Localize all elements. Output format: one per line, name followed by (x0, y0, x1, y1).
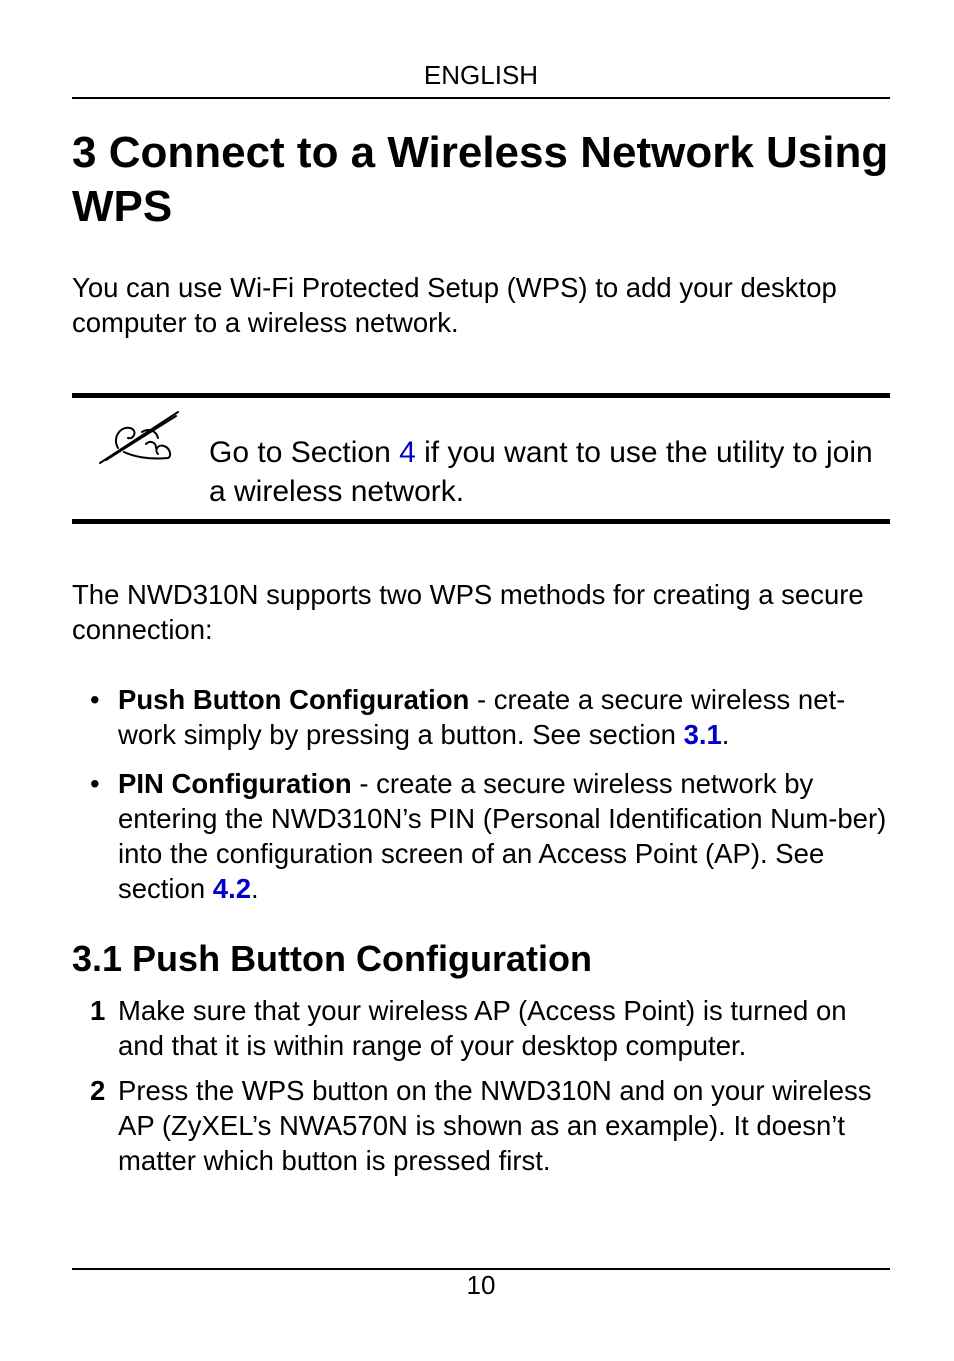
page-number: 10 (466, 1270, 496, 1300)
page-title: 3 Connect to a Wireless Network Using WPS (72, 128, 889, 231)
method-end: . (721, 719, 730, 750)
section-4-2-link[interactable]: 4.2 (212, 873, 252, 904)
bullet-icon: • (90, 768, 100, 799)
methods-intro: The NWD310N supports two WPS methods for creating a secure connection: (72, 579, 864, 645)
header-language: ENGLISH (423, 60, 539, 90)
note-text-after: if you want to use the utility to join a wireless network. (209, 436, 873, 508)
header-rule (72, 97, 890, 99)
method-end: . (251, 873, 259, 904)
section-heading: 3.1 Push Button Configuration (72, 938, 592, 979)
note-text-before: Go to Section (209, 436, 400, 469)
method-name: Push Button Configuration (118, 684, 470, 715)
bullet-icon: • (90, 684, 100, 715)
note-bottom-rule (72, 519, 890, 524)
step-text: Press the WPS button on the NWD310N and on your wireless AP (ZyXEL’s NWA570N is shown as an example). It doesn’t matter which button is pressed first. (118, 1075, 872, 1176)
list-item-pin (118, 766, 888, 906)
method-desc: - create a secure wireless net-work simply by pressing a button. See section (118, 684, 846, 750)
note-top-rule (72, 393, 890, 398)
note-text (209, 433, 889, 511)
step-number: 1 (90, 995, 106, 1026)
intro-paragraph: You can use Wi-Fi Protected Setup (WPS) to add your desktop computer to a wireless network. (72, 272, 837, 338)
section-4-link[interactable]: 4 (399, 436, 416, 469)
pen-note-icon (98, 408, 182, 468)
section-3-1-link[interactable]: 3.1 (683, 719, 722, 750)
method-desc: - create a secure wireless network by entering the NWD310N’s PIN (Personal Identification Num-ber) into the configuration screen of an Access Point (AP). See section (118, 768, 887, 904)
step-text: Make sure that your wireless AP (Access Point) is turned on and that it is within range of your desktop computer. (118, 995, 847, 1061)
method-name: PIN Configuration (118, 768, 352, 799)
step-number: 2 (90, 1075, 106, 1106)
list-item-push-button (118, 682, 888, 752)
